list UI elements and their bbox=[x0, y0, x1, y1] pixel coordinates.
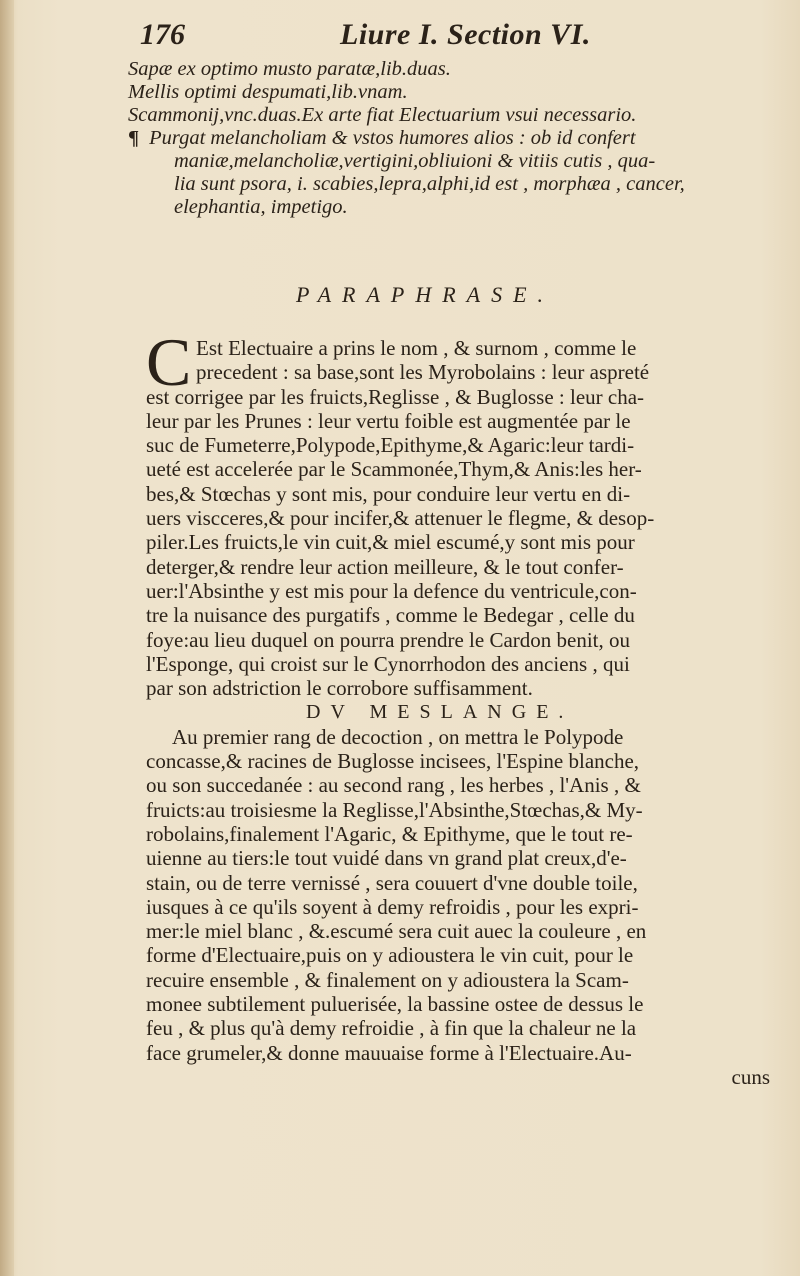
note-line: elephantia, impetigo. bbox=[174, 196, 348, 218]
text-line: deterger,& rendre leur action meilleure, & le tout confer- bbox=[146, 554, 624, 579]
text-line: leur par les Prunes : leur vertu foible est augmentée par le bbox=[146, 408, 631, 433]
text-line: bes,& Stœchas y sont mis, pour conduire leur vertu en di- bbox=[146, 481, 631, 506]
page-number: 176 bbox=[140, 18, 185, 51]
text-line: mer:le miel blanc , &.escumé sera cuit auec la couleure , en bbox=[146, 919, 647, 944]
text-line: suc de Fumeterre,Polypode,Epithyme,& Agaric:leur tardi- bbox=[146, 433, 635, 458]
text-line: l'Esponge, qui croist sur le Cynorrhodon des anciens , qui bbox=[146, 651, 630, 676]
page-gutter-shadow bbox=[0, 0, 14, 1276]
text-line: Est Electuaire a prins le nom , & surnom , comme le bbox=[196, 336, 637, 360]
text-line: fruicts:au troisiesme la Reglisse,l'Absinthe,Stœchas,& My- bbox=[146, 797, 643, 822]
text-line: uers viscceres,& pour incifer,& attenuer le flegme, & desop- bbox=[146, 506, 655, 531]
text-line: concasse,& racines de Buglosse incisees, l'Espine blanche, bbox=[146, 749, 640, 774]
text-line: ou son succedanée : au second rang , les herbes , l'Anis , & bbox=[146, 773, 641, 798]
meslange-subheading: DV MESLANGE. bbox=[306, 701, 574, 724]
text-line: Au premier rang de decoction , on mettra le Polypode bbox=[172, 724, 624, 749]
recipe-block bbox=[128, 58, 788, 219]
drop-cap: C bbox=[146, 324, 192, 400]
text-line: par son adstriction le corrobore suffisamment. bbox=[146, 676, 533, 701]
text-line: uer:l'Absinthe y est mis pour la defence du ventricule,con- bbox=[146, 578, 637, 603]
text-line: uienne au tiers:le tout vuidé dans vn grand plat creux,d'e- bbox=[146, 846, 627, 871]
body-text bbox=[146, 336, 786, 1089]
note-line: maniæ,melancholiæ,vertigini,obliuioni & vitiis cutis , qua- bbox=[174, 150, 656, 172]
text-line: piler.Les fruicts,le vin cuit,& miel escumé,y sont mis pour bbox=[146, 530, 635, 555]
text-line: precedent : sa base,sont les Myrobolains : leur aspreté bbox=[196, 360, 650, 385]
page-header bbox=[140, 18, 780, 58]
note-line: ¶ Purgat melancholiam & vstos humores alios : ob id confert bbox=[128, 127, 636, 149]
text-line: robolains,finalement l'Agaric, & Epithyme, que le tout re- bbox=[146, 821, 633, 846]
running-title: Liure I. Section VI. bbox=[340, 18, 591, 51]
note-line: lia sunt psora, i. scabies,lepra,alphi,id est , morphæa , cancer, bbox=[174, 173, 685, 195]
text-line: foye:au lieu duquel on pourra prendre le Cardon benit, ou bbox=[146, 627, 631, 652]
recipe-line: Mellis optimi despumati,lib.vnam. bbox=[128, 81, 408, 103]
recipe-line: Scammonij,vnc.duas.Ex arte fiat Electuarium vsui necessario. bbox=[128, 104, 637, 126]
text-line: ueté est accelerée par le Scammonée,Thym,& Anis:les her- bbox=[146, 457, 642, 482]
text-line: tre la nuisance des purgatifs , comme le Bedegar , celle du bbox=[146, 603, 635, 628]
text-line: feu , & plus qu'à demy refroidie , à fin que la chaleur ne la bbox=[146, 1016, 637, 1041]
text-line: stain, ou de terre vernissé , sera couuert d'vne double toile, bbox=[146, 870, 638, 895]
text-line: iusques à ce qu'ils soyent à demy refroidis , pour les expri- bbox=[146, 894, 639, 919]
text-line: monee subtilement puluerisée, la bassine ostee de dessus le bbox=[146, 992, 644, 1017]
text-line: face grumeler,& donne mauuaise forme à l'Electuaire.Au- bbox=[146, 1040, 632, 1065]
text-line: recuire ensemble , & finalement on y adioustera la Scam- bbox=[146, 967, 629, 992]
text-line: est corrigee par les fruicts,Reglisse , & Buglosse : leur cha- bbox=[146, 384, 645, 409]
catchword: cuns bbox=[731, 1064, 770, 1089]
recipe-line: Sapæ ex optimo musto paratæ,lib.duas. bbox=[128, 58, 451, 80]
paraphrase-heading: PARAPHRASE. bbox=[296, 282, 555, 307]
pilcrow-mark: ¶ bbox=[128, 127, 140, 149]
text-line: forme d'Electuaire,puis on y adioustera le vin cuit, pour le bbox=[146, 943, 634, 968]
